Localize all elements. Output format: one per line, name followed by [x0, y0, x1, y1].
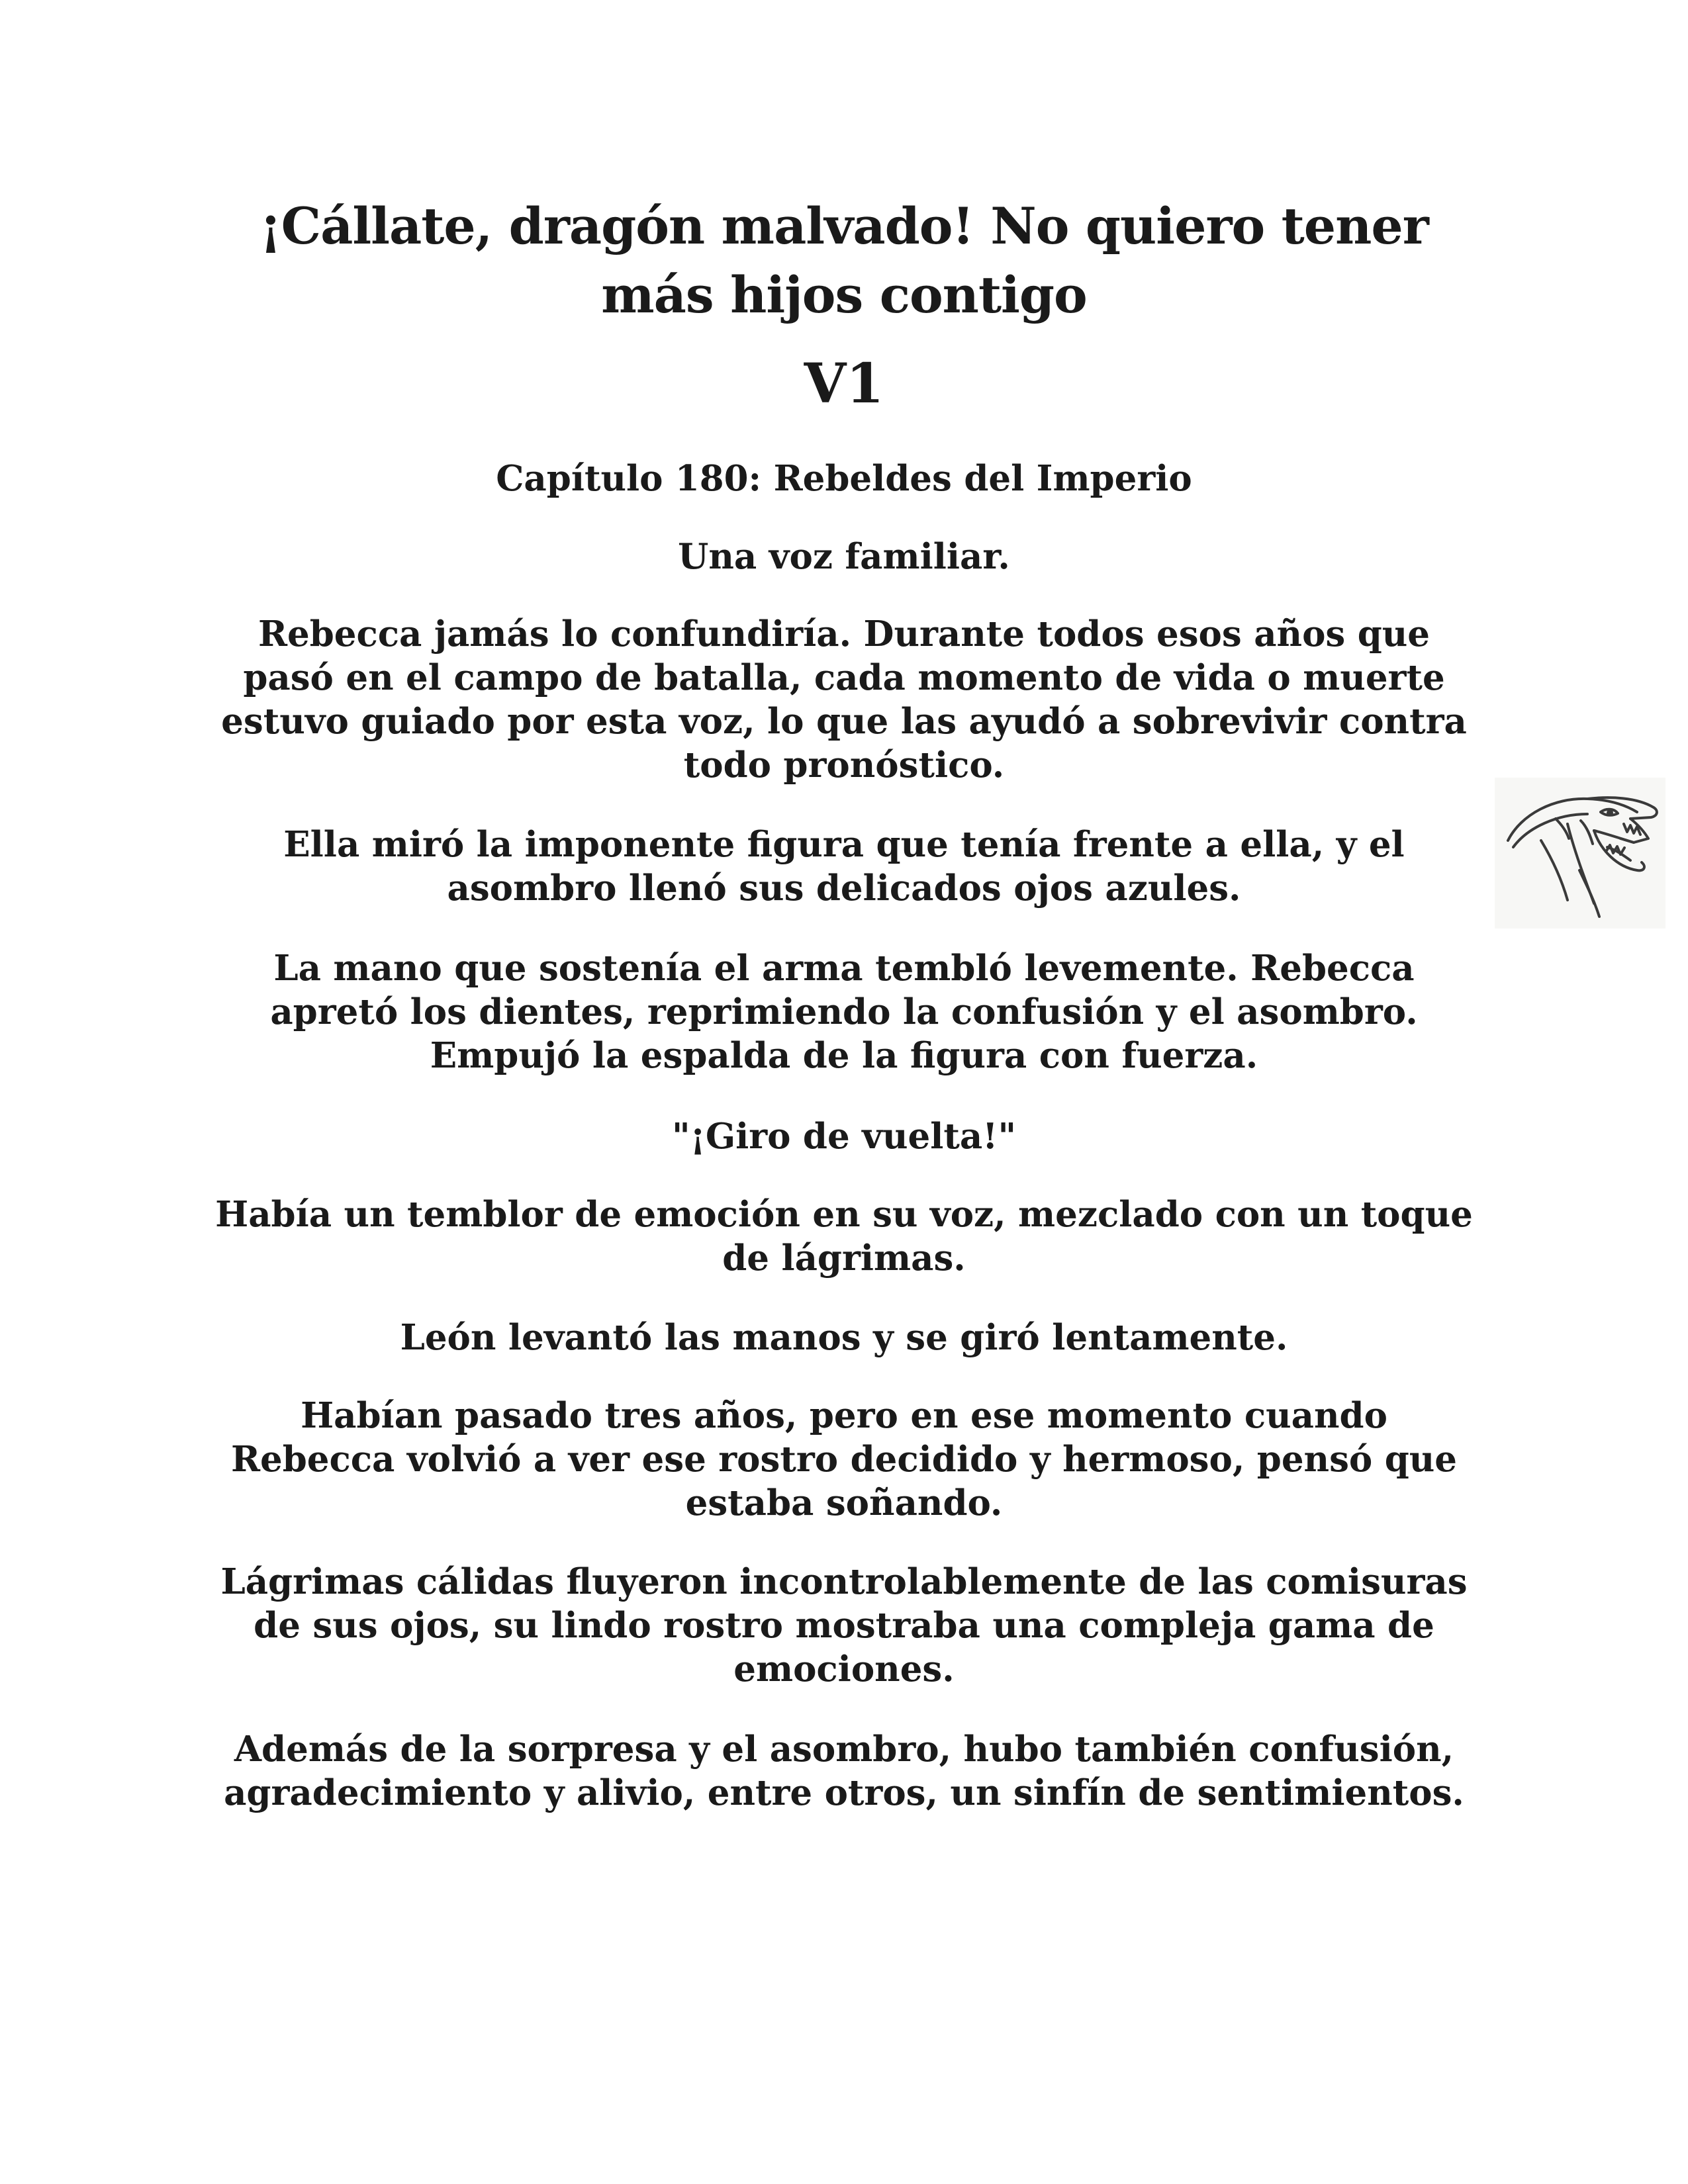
dragon-head-sketch-icon: [1495, 778, 1665, 929]
paragraph-10: Además de la sorpresa y el asombro, hubo también confusión, agradecimiento y alivio, entre otros, un sinfín de sentimientos.: [224, 1729, 1464, 1813]
volume-label: V1: [804, 352, 884, 416]
paragraph-1: Una voz familiar.: [678, 536, 1010, 577]
paragraph-5: "¡Giro de vuelta!": [671, 1116, 1017, 1157]
paragraph-2: Rebecca jamás lo confundiría. Durante todos esos años que pasó en el campo de batalla, cada momento de vida o muerte estuvo guiado por esta voz, lo que las ayudó a sobrevivir contra todo pronóstico.: [221, 614, 1467, 786]
paragraph-8: Habían pasado tres años, pero en ese momento cuando Rebecca volvió a ver ese rostro decidido y hermoso, pensó que estaba soñando.: [230, 1395, 1458, 1524]
paragraph-9: Lágrimas cálidas fluyeron incontrolablemente de las comisuras de sus ojos, su lindo rostro mostraba una compleja gama de emociones.: [220, 1561, 1468, 1690]
document-title: ¡Cállate, dragón malvado! No quiero tener más hijos contigo: [259, 197, 1429, 324]
paragraph-6: Había un temblor de emoción en su voz, mezclado con un toque de lágrimas.: [215, 1194, 1473, 1279]
paragraph-4: La mano que sostenía el arma tembló levemente. Rebecca apretó los dientes, reprimiendo la confusión y el asombro. Empujó la espalda de la figura con fuerza.: [270, 948, 1418, 1076]
paragraph-3: Ella miró la imponente figura que tenía frente a ella, y el asombro llenó sus delicados ojos azules.: [283, 824, 1405, 909]
paragraph-7: León levantó las manos y se giró lentamente.: [400, 1317, 1288, 1358]
chapter-heading: Capítulo 180: Rebeldes del Imperio: [496, 458, 1192, 499]
